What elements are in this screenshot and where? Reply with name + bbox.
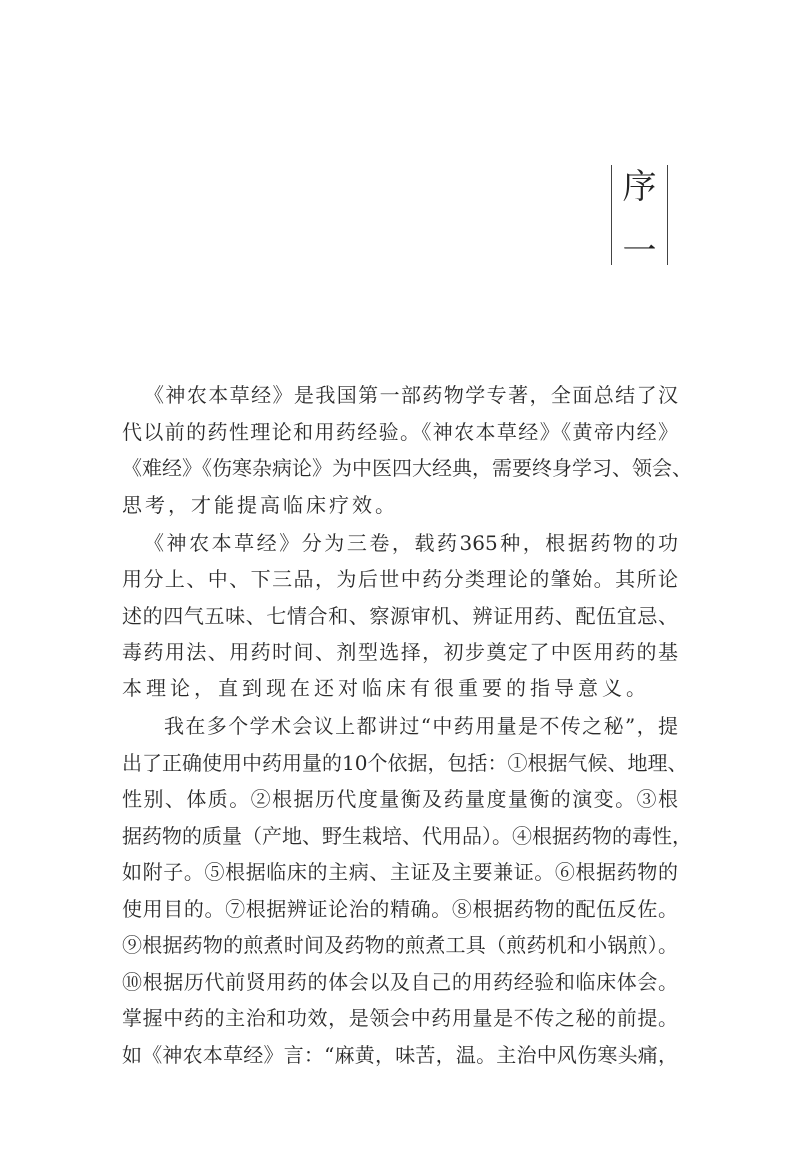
text-line: 性别、体质。②根据历代度量衡及药量度量衡的演变。③根 [122,787,678,811]
heading-char: 序 [622,167,657,207]
text-line: 本理论，直到现在还对临床有很重要的指导意义。 [122,676,650,700]
text-line: 掌握中药的主治和功效，是领会中药用量是不传之秘的前提。 [122,1006,678,1030]
text-line: 如《神农本草经》言：“麻黄，味苦，温。主治中风伤寒头痛， [122,1043,678,1067]
text-line: 《神农本草经》是我国第一部药物学专著，全面总结了汉 [144,383,678,407]
text-line: 述的四气五味、七情合和、察源审机、辨证用药、配伍宜忌、 [122,604,678,628]
text-line: 用分上、中、下三品，为后世中药分类理论的肇始。其所论 [122,567,678,591]
text-line: 代以前的药性理论和用药经验。《神农本草经》《黄帝内经》 [122,420,678,444]
chapter-heading [611,165,668,271]
text-line: 我在多个学术会议上都讲过“中药用量是不传之秘”，提 [164,714,678,738]
text-line: 如附子。⑤根据临床的主病、主证及主要兼证。⑥根据药物的 [122,860,678,884]
text-line: 《难经》《伤寒杂病论》为中医四大经典，需要终身学习、领会、 [122,456,692,480]
heading-char: 一 [622,231,657,271]
text-line: 使用目的。⑦根据辨证论治的精确。⑧根据药物的配伍反佐。 [122,897,678,921]
text-line: 思考，才能提高临床疗效。 [122,493,398,517]
text-line: 出了正确使用中药用量的10个依据，包括：①根据气候、地理、 [122,751,688,775]
text-line: 毒药用法、用药时间、剂型选择，初步奠定了中医用药的基 [122,640,678,664]
text-line: 《神农本草经》分为三卷，载药365种，根据药物的功 [144,531,678,555]
text-line: ⑩根据历代前贤用药的体会以及自己的用药经验和临床体会。 [122,970,678,994]
text-line: ⑨根据药物的煎煮时间及药物的煎煮工具（煎药机和小锅煎）。 [122,933,678,957]
text-line: 据药物的质量（产地、野生栽培、代用品）。④根据药物的毒性， [122,824,692,848]
